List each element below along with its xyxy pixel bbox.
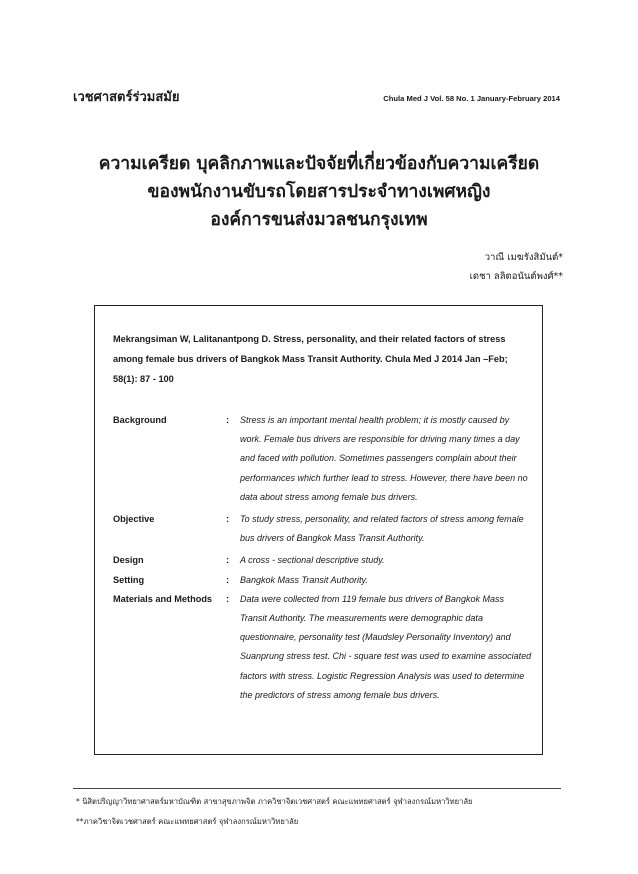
section-colon: :: [226, 593, 230, 604]
footnote: **ภาควิชาจิตเวชศาสตร์ คณะแพทยศาสตร์ จุฬาลงกรณ์มหาวิทยาลัย: [76, 817, 299, 826]
abstract-section-setting: [113, 571, 533, 590]
section-text: A cross - sectional descriptive study.: [240, 555, 385, 566]
journal-name: เวชศาสตร์ร่วมสมัย: [73, 90, 180, 105]
title-line: ของพนักงานขับรถโดยสารประจำทางเพศหญิง: [147, 182, 491, 202]
section-colon: :: [226, 415, 230, 425]
abstract-section-background: [113, 411, 533, 507]
section-colon: :: [226, 574, 230, 585]
abstract-section-objective: [113, 510, 533, 548]
title-line: องค์การขนส่งมวลชนกรุงเทพ: [210, 210, 428, 230]
section-label: Background: [113, 415, 167, 425]
section-label: Objective: [113, 514, 155, 525]
author-name: วาณี เมฆรังสิมันต์*: [484, 252, 563, 263]
section-label: Design: [113, 555, 144, 566]
section-colon: :: [226, 555, 230, 566]
section-colon: :: [226, 514, 230, 525]
section-text: To study stress, personality, and related factors of stress among female bus drivers of Bangkok Mass Transit Authority.: [240, 514, 524, 544]
author-list: [470, 248, 563, 286]
abstract-section-design: [113, 551, 533, 570]
citation-line: Chula Med J Vol. 58 No. 1 January-February 2014: [383, 94, 560, 103]
footnotes: [76, 792, 566, 832]
running-head: [73, 86, 560, 107]
abstract-box: [94, 305, 543, 755]
abstract-reference: Mekrangsiman W, Lalitanantpong D. Stress, personality, and their related factors of stress among female bus drivers of Bangkok Mass Transit Authority. Chula Med J 2014 Jan –Feb; 58(1): 87 - 100: [113, 334, 508, 384]
section-text: Data were collected from 119 female bus drivers of Bangkok Mass Transit Authority. The measurements were demographic data questionnaire, personality test (Maudsley Personality Inventory) and Suanprung stress test. Chi - square test was used to examine associated factors with stress. Logistic Regression Analysis was used to determine the predictors of stress among female bus drivers.: [240, 593, 532, 700]
title-line: ความเครียด บุคลิกภาพและปัจจัยที่เกี่ยวข้องกับความเครียด: [98, 154, 540, 174]
footnote-divider: [73, 788, 561, 789]
abstract-section-materials-methods: [113, 590, 533, 705]
section-label: Materials and Methods: [113, 593, 213, 604]
section-text: Bangkok Mass Transit Authority.: [240, 574, 368, 585]
abstract-sections: [113, 411, 533, 705]
article-title: [60, 150, 578, 234]
footnote: * นิสิตปริญญาวิทยาศาสตร์มหาบัณฑิต สาขาสุขภาพจิต ภาควิชาจิตเวชศาสตร์ คณะแพทยศาสตร์ จุฬาลงกรณ์มหาวิทยาลัย: [76, 797, 473, 806]
section-label: Setting: [113, 574, 145, 585]
author-name: เดชา ลลิตอนันต์พงศ์**: [469, 271, 563, 282]
section-text: Stress is an important mental health problem; it is mostly caused by work. Female bus drivers are responsible for driving many times a day and faced with pollution. Sometimes passengers complain about their performances which further lead to stress. However, there have been no data about stress among female bus drivers.: [240, 415, 528, 502]
